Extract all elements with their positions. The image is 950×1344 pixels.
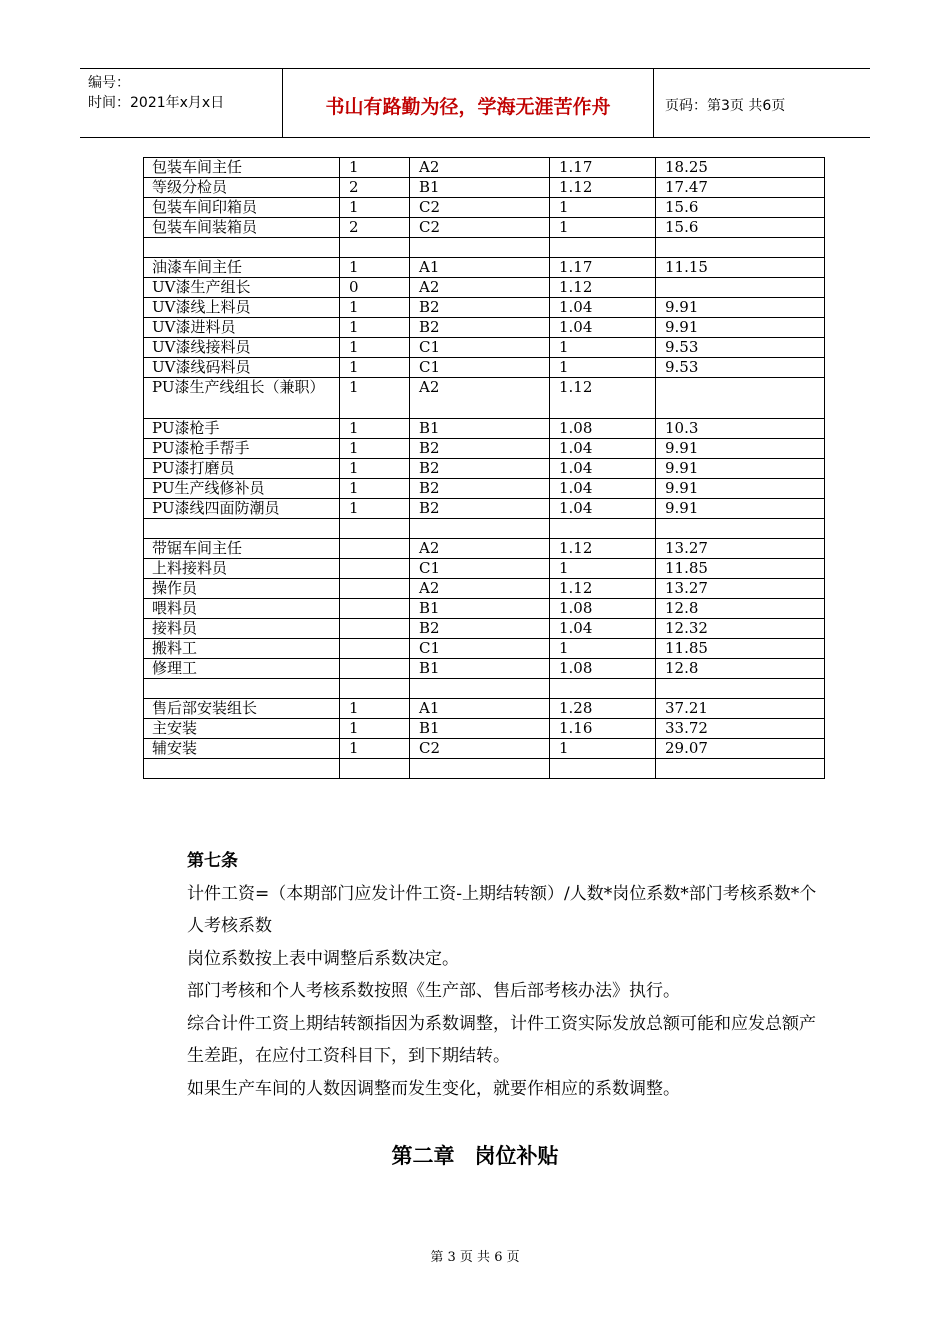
table-cell: UV漆生产组长 [144, 278, 340, 298]
number-label: 编号： [88, 75, 130, 91]
table-cell: 1.04 [550, 439, 656, 459]
table-cell: 1 [340, 358, 410, 378]
table-cell [340, 659, 410, 679]
table-cell: 1 [550, 338, 656, 358]
table-cell [340, 539, 410, 559]
table-cell: PU漆生产线组长（兼职） [144, 378, 340, 419]
table-cell [550, 238, 656, 258]
table-cell: C2 [410, 739, 550, 759]
table-cell: 1 [550, 198, 656, 218]
chapter-number: 第二章 [391, 1143, 455, 1168]
table-row [144, 579, 825, 599]
table-row [144, 759, 825, 779]
table-cell: A2 [410, 579, 550, 599]
table-cell: 1.12 [550, 178, 656, 198]
table-cell: 1.04 [550, 298, 656, 318]
table-cell [144, 759, 340, 779]
table-cell: 2 [340, 178, 410, 198]
table-cell: 接料员 [144, 619, 340, 639]
table-row [144, 619, 825, 639]
table-row [144, 519, 825, 539]
table-cell [550, 519, 656, 539]
table-cell: 1.12 [550, 579, 656, 599]
table-row [144, 639, 825, 659]
table-cell: 1 [340, 338, 410, 358]
table-cell [656, 378, 825, 419]
table-cell [340, 599, 410, 619]
table-cell: PU漆线四面防潮员 [144, 499, 340, 519]
header-divider [653, 69, 654, 137]
table-cell [144, 519, 340, 539]
table-row [144, 439, 825, 459]
table-cell: B1 [410, 178, 550, 198]
time-label: 时间：2021年x月x日 [88, 95, 225, 111]
table-cell [550, 759, 656, 779]
table-cell: 1.17 [550, 158, 656, 178]
table-cell: 9.91 [656, 479, 825, 499]
table-cell: 9.91 [656, 318, 825, 338]
table-cell: A1 [410, 258, 550, 278]
table-row [144, 459, 825, 479]
table-cell: 1 [340, 739, 410, 759]
table-cell: 1.08 [550, 659, 656, 679]
table-cell [144, 238, 340, 258]
table-row [144, 499, 825, 519]
table-cell: 1 [340, 479, 410, 499]
table-cell: B1 [410, 719, 550, 739]
table-row [144, 278, 825, 298]
table-row [144, 699, 825, 719]
table-row [144, 479, 825, 499]
table-row [144, 318, 825, 338]
table-cell: 10.3 [656, 419, 825, 439]
table-cell: 修理工 [144, 659, 340, 679]
page-footer: 第 3 页 共 6 页 [430, 1250, 520, 1265]
header-meta [88, 73, 283, 113]
table-cell: 1 [340, 419, 410, 439]
table-cell: 1.04 [550, 318, 656, 338]
table-cell: 1 [340, 719, 410, 739]
table-cell: 1.04 [550, 459, 656, 479]
table-cell: 1 [340, 318, 410, 338]
table-cell [656, 679, 825, 699]
table-row [144, 739, 825, 759]
table-cell [340, 619, 410, 639]
table-cell: 1.17 [550, 258, 656, 278]
table-cell: 1.08 [550, 419, 656, 439]
table-cell [656, 519, 825, 539]
table-row [144, 679, 825, 699]
table-cell: B2 [410, 479, 550, 499]
table-cell: 搬料工 [144, 639, 340, 659]
table-cell: 9.53 [656, 338, 825, 358]
table-cell: 1 [340, 378, 410, 419]
table-row [144, 178, 825, 198]
article-paragraph: 部门考核和个人考核系数按照《生产部、售后部考核办法》执行。 [187, 981, 680, 1001]
table-cell: 主安装 [144, 719, 340, 739]
table-cell: UV漆线上料员 [144, 298, 340, 318]
table-row [144, 218, 825, 238]
table-cell [340, 639, 410, 659]
table-cell: B2 [410, 318, 550, 338]
table-cell: 等级分检员 [144, 178, 340, 198]
table-cell: 油漆车间主任 [144, 258, 340, 278]
table-cell: 操作员 [144, 579, 340, 599]
table-cell: 1 [340, 699, 410, 719]
table-cell: B1 [410, 419, 550, 439]
table-cell: 1.16 [550, 719, 656, 739]
table-cell: B2 [410, 459, 550, 479]
table-cell: 1 [340, 499, 410, 519]
article-seven [187, 845, 817, 1105]
table-cell: C2 [410, 218, 550, 238]
table-cell: 13.27 [656, 539, 825, 559]
table-cell: C1 [410, 639, 550, 659]
table-cell: 9.91 [656, 439, 825, 459]
table-row [144, 559, 825, 579]
page-header [80, 68, 870, 138]
article-paragraph: 岗位系数按上表中调整后系数决定。 [187, 948, 459, 969]
table-cell [410, 519, 550, 539]
table-cell: 1.04 [550, 479, 656, 499]
table-cell: 18.25 [656, 158, 825, 178]
table-row [144, 158, 825, 178]
table-cell: 1 [340, 298, 410, 318]
table-cell: 1 [340, 198, 410, 218]
table-cell: UV漆线接料员 [144, 338, 340, 358]
table-cell: A2 [410, 158, 550, 178]
table-row [144, 298, 825, 318]
table-cell: 37.21 [656, 699, 825, 719]
table-cell: C1 [410, 559, 550, 579]
table-cell [410, 679, 550, 699]
table-cell: 0 [340, 278, 410, 298]
table-cell: 1.28 [550, 699, 656, 719]
table-cell: B2 [410, 499, 550, 519]
table-cell: UV漆进料员 [144, 318, 340, 338]
table-cell: 1 [550, 559, 656, 579]
table-cell: C1 [410, 358, 550, 378]
table-cell: 1 [550, 218, 656, 238]
article-paragraph: 综合计件工资上期结转额指因为系数调整，计件工资实际发放总额可能和应发总额产生差距，在应付工资科目下，到下期结转。 [187, 1013, 816, 1066]
table-cell: 11.15 [656, 258, 825, 278]
table-body [144, 158, 825, 779]
table-row [144, 198, 825, 218]
table-cell: 12.8 [656, 659, 825, 679]
table-cell: 1.12 [550, 278, 656, 298]
table-cell: PU生产线修补员 [144, 479, 340, 499]
table-cell [340, 559, 410, 579]
table-cell: PU漆枪手帮手 [144, 439, 340, 459]
table-cell [550, 679, 656, 699]
table-row [144, 419, 825, 439]
article-paragraph: 计件工资=（本期部门应发计件工资-上期结转额）/人数*岗位系数*部门考核系数*个人考核系数 [187, 883, 817, 936]
table-cell: 1 [550, 358, 656, 378]
table-cell: 1 [550, 739, 656, 759]
table-cell [340, 579, 410, 599]
table-cell: A2 [410, 278, 550, 298]
table-cell: 1 [340, 158, 410, 178]
table-row [144, 258, 825, 278]
table-cell: 9.91 [656, 459, 825, 479]
table-cell [340, 759, 410, 779]
table-cell: A1 [410, 699, 550, 719]
table-cell: 售后部安装组长 [144, 699, 340, 719]
table-row [144, 358, 825, 378]
table-cell: 11.85 [656, 639, 825, 659]
table-cell: 9.91 [656, 499, 825, 519]
table-cell: A2 [410, 378, 550, 419]
table-cell: 1 [340, 439, 410, 459]
table-row [144, 659, 825, 679]
article-title: 第七条 [187, 851, 238, 871]
table-cell: 1 [550, 639, 656, 659]
table-cell: 1.12 [550, 539, 656, 559]
table-cell: 1.12 [550, 378, 656, 419]
chapter-title: 岗位补贴 [474, 1143, 559, 1168]
table-cell: B2 [410, 298, 550, 318]
table-row [144, 539, 825, 559]
table-cell: 辅安装 [144, 739, 340, 759]
table-cell: 喂料员 [144, 599, 340, 619]
table-cell: 2 [340, 218, 410, 238]
table-cell: 1.08 [550, 599, 656, 619]
table-cell [410, 759, 550, 779]
table-cell: 1 [340, 258, 410, 278]
chapter-heading [0, 1140, 950, 1170]
table-cell: 29.07 [656, 739, 825, 759]
table-cell: 15.6 [656, 218, 825, 238]
table-row [144, 719, 825, 739]
table-cell: 1.04 [550, 619, 656, 639]
header-motto: 书山有路勤为径，学海无涯苦作舟 [325, 95, 611, 118]
table-cell: 1 [340, 459, 410, 479]
table-row [144, 599, 825, 619]
table-cell: B1 [410, 599, 550, 619]
table-cell [656, 278, 825, 298]
table-cell: 12.8 [656, 599, 825, 619]
header-page-info: 页码：第3页 共6页 [665, 98, 786, 114]
table-cell: 带锯车间主任 [144, 539, 340, 559]
table-cell: PU漆打磨员 [144, 459, 340, 479]
table-row [144, 338, 825, 358]
table-cell: 17.47 [656, 178, 825, 198]
table-cell: 15.6 [656, 198, 825, 218]
table-cell [144, 679, 340, 699]
table-row [144, 378, 825, 419]
table-cell [656, 238, 825, 258]
coefficient-table [143, 157, 825, 779]
table-cell: 13.27 [656, 579, 825, 599]
table-cell: 包装车间印箱员 [144, 198, 340, 218]
table-cell [340, 238, 410, 258]
table-cell: C1 [410, 338, 550, 358]
table-cell: C2 [410, 198, 550, 218]
table-cell: B2 [410, 619, 550, 639]
table-cell: 12.32 [656, 619, 825, 639]
table-cell: 11.85 [656, 559, 825, 579]
table-cell [410, 238, 550, 258]
table-row [144, 238, 825, 258]
table-cell: UV漆线码料员 [144, 358, 340, 378]
table-cell: 1.04 [550, 499, 656, 519]
table-cell: PU漆枪手 [144, 419, 340, 439]
table-cell: B1 [410, 659, 550, 679]
table-cell: 9.91 [656, 298, 825, 318]
table-cell: B2 [410, 439, 550, 459]
table-cell: 上料接料员 [144, 559, 340, 579]
article-paragraph: 如果生产车间的人数因调整而发生变化，就要作相应的系数调整。 [187, 1078, 680, 1099]
table-cell [340, 519, 410, 539]
table-cell: A2 [410, 539, 550, 559]
table-cell: 9.53 [656, 358, 825, 378]
table-cell [656, 759, 825, 779]
table-cell [340, 679, 410, 699]
table-cell: 包装车间装箱员 [144, 218, 340, 238]
table-cell: 包装车间主任 [144, 158, 340, 178]
table-cell: 33.72 [656, 719, 825, 739]
